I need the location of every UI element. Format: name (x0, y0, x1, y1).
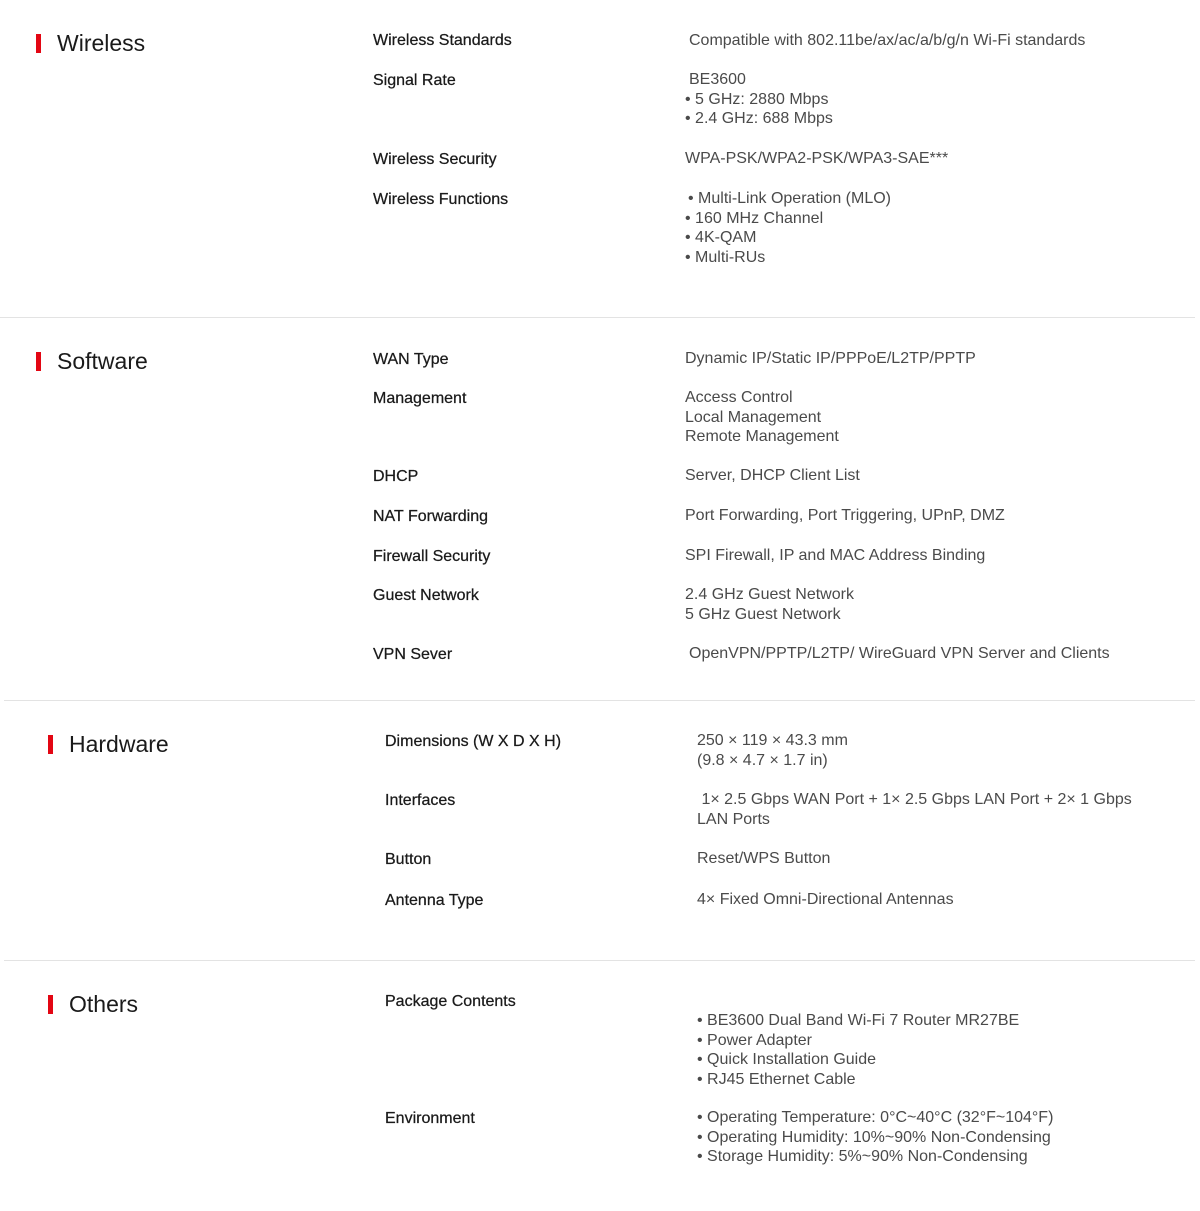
section-marker (36, 352, 41, 371)
section-title-software (36, 346, 148, 376)
spec-value-vpn-server: OpenVPN/PPTP/L2TP/ WireGuard VPN Server and Clients (689, 645, 1110, 662)
spec-value-interfaces: 1× 2.5 Gbps WAN Port + 1× 2.5 Gbps LAN Port + 2× 1 Gbps LAN Ports (697, 791, 1132, 828)
spec-label-guest-network: Guest Network (373, 587, 479, 604)
spec-value-button: Reset/WPS Button (697, 850, 831, 867)
spec-label-nat-forwarding: NAT Forwarding (373, 508, 488, 525)
section-marker (48, 735, 53, 754)
spec-value-wireless-security: WPA-PSK/WPA2-PSK/WPA3-SAE*** (685, 150, 949, 167)
spec-label-button: Button (385, 851, 432, 868)
spec-value-environment: • Operating Temperature: 0°C~40°C (32°F~104°F) • Operating Humidity: 10%~90% Non-Condensing • Storage Humidity: 5%~90% Non-Condensing (697, 1109, 1054, 1165)
section-title-others (48, 989, 138, 1019)
spec-value-package-contents: • BE3600 Dual Band Wi-Fi 7 Router MR27BE • Power Adapter • Quick Installation Guide • RJ45 Ethernet Cable (697, 1012, 1020, 1088)
spec-label-dhcp: DHCP (373, 468, 419, 485)
spec-label-package-contents: Package Contents (385, 993, 516, 1010)
section-marker (48, 995, 53, 1014)
section-heading: Others (69, 990, 139, 1017)
spec-label-vpn-server: VPN Sever (373, 646, 453, 663)
spec-label-antenna-type: Antenna Type (385, 892, 484, 909)
spec-label-dimensions: Dimensions (W X D X H) (385, 733, 562, 750)
section-heading: Hardware (69, 730, 169, 757)
spec-label-signal-rate: Signal Rate (373, 72, 456, 89)
spec-value-signal-rate: BE3600 • 5 GHz: 2880 Mbps • 2.4 GHz: 688 Mbps (685, 71, 833, 127)
section-title-hardware (48, 729, 169, 759)
spec-label-interfaces: Interfaces (385, 792, 456, 809)
spec-value-dhcp: Server, DHCP Client List (685, 467, 860, 484)
spec-value-wireless-standards: Compatible with 802.11be/ax/ac/a/b/g/n Wi-Fi standards (689, 32, 1086, 49)
spec-value-wireless-functions: • Multi-Link Operation (MLO) • 160 MHz Channel • 4K-QAM • Multi-RUs (685, 190, 891, 266)
section-divider (0, 317, 1195, 318)
spec-label-wireless-standards: Wireless Standards (373, 32, 512, 49)
spec-value-guest-network: 2.4 GHz Guest Network 5 GHz Guest Network (685, 586, 854, 623)
spec-label-wan-type: WAN Type (373, 351, 449, 368)
section-heading: Wireless (57, 29, 146, 56)
spec-label-wireless-security: Wireless Security (373, 151, 497, 168)
spec-value-dimensions: 250 × 119 × 43.3 mm (9.8 × 4.7 × 1.7 in) (697, 732, 848, 769)
section-heading: Software (57, 347, 148, 374)
spec-value-management: Access Control Local Management Remote Management (685, 389, 839, 445)
section-divider (4, 960, 1195, 961)
section-title-wireless (36, 28, 145, 58)
spec-label-environment: Environment (385, 1110, 475, 1127)
spec-value-wan-type: Dynamic IP/Static IP/PPPoE/L2TP/PPTP (685, 350, 976, 367)
spec-value-nat-forwarding: Port Forwarding, Port Triggering, UPnP, DMZ (685, 507, 1005, 524)
spec-value-antenna-type: 4× Fixed Omni-Directional Antennas (697, 891, 954, 908)
spec-label-firewall-security: Firewall Security (373, 548, 491, 565)
spec-value-firewall-security: SPI Firewall, IP and MAC Address Binding (685, 547, 986, 564)
section-marker (36, 34, 41, 53)
section-divider (4, 700, 1195, 701)
spec-label-management: Management (373, 390, 467, 407)
spec-label-wireless-functions: Wireless Functions (373, 191, 509, 208)
